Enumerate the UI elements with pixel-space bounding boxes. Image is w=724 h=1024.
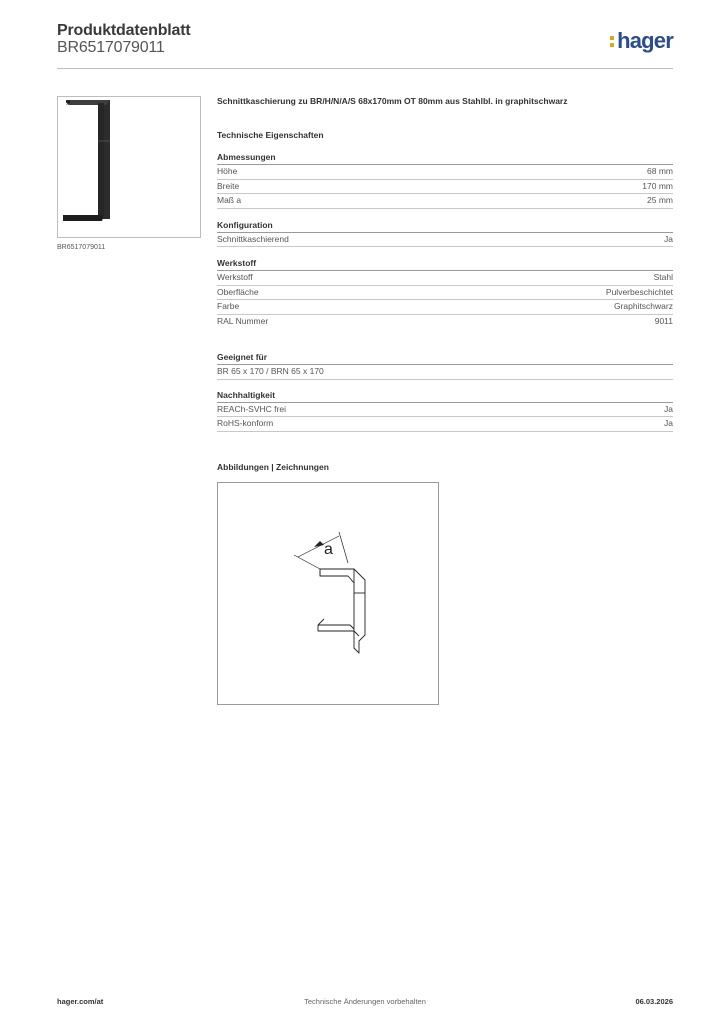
drawings-heading: Abbildungen | Zeichnungen (217, 462, 329, 472)
spec-value: Pulverbeschichtet (605, 286, 673, 297)
spec-row (217, 300, 673, 315)
spec-label: Farbe (217, 301, 240, 311)
spec-value: 68 mm (647, 166, 673, 176)
group-title: Werkstoff (217, 258, 673, 271)
spec-label: RAL Nummer (217, 315, 269, 326)
technical-drawing (217, 482, 439, 705)
group-configuration (217, 220, 673, 248)
spec-label: Werkstoff (217, 272, 253, 282)
spec-value: Ja (664, 403, 673, 414)
group-dimensions (217, 152, 673, 209)
product-image (57, 96, 201, 238)
document-title: Produktdatenblatt (57, 22, 191, 39)
spec-value: Ja (664, 418, 673, 428)
hager-logo (610, 28, 673, 54)
spec-row (217, 286, 673, 301)
specifications (217, 96, 673, 432)
spec-value: Graphitschwarz (613, 301, 673, 311)
spec-row (217, 180, 673, 195)
spec-label: Schnittkaschierend (217, 233, 289, 244)
spec-value: Ja (664, 233, 673, 244)
spec-row (217, 365, 673, 380)
spec-value: 25 mm (647, 195, 673, 205)
spec-row (217, 233, 673, 248)
page-header (57, 20, 673, 69)
group-title: Nachhaltigkeit (217, 390, 673, 403)
spec-label: Maß a (217, 195, 242, 205)
footer-website: hager.com/at (57, 997, 104, 1006)
spec-row (217, 315, 673, 330)
spec-label: REACh-SVHC frei (217, 403, 286, 414)
product-description: Schnittkaschierung zu BR/H/N/A/S 68x170mm OT 80mm aus Stahlbl. in graphitschwarz (217, 96, 568, 106)
spec-label: Breite (217, 180, 240, 191)
dimension-label: a (324, 541, 333, 558)
footer-date: 06.03.2026 (635, 997, 673, 1006)
spec-label: RoHS-konform (217, 418, 274, 428)
dimension-drawing (218, 483, 438, 704)
spec-value: 170 mm (642, 180, 673, 191)
group-title: Abmessungen (217, 152, 673, 165)
group-suitable-for (217, 352, 673, 380)
spec-value: Stahl (653, 272, 673, 282)
spec-label: BR 65 x 170 / BRN 65 x 170 (217, 366, 324, 376)
spec-label: Höhe (217, 166, 238, 176)
footer-notice: Technische Änderungen vorbehalten (304, 997, 426, 1006)
spec-value: 9011 (654, 315, 673, 326)
image-caption: BR6517079011 (57, 244, 106, 251)
group-title: Konfiguration (217, 220, 673, 233)
group-material (217, 258, 673, 329)
product-code: BR6517079011 (57, 39, 165, 56)
logo-text: hager (617, 28, 673, 53)
technical-heading: Technische Eigenschaften (217, 130, 324, 140)
page-footer (57, 997, 673, 1011)
spec-row (217, 271, 673, 286)
spec-row (217, 194, 673, 209)
spec-label: Oberfläche (217, 286, 259, 297)
spec-row (217, 165, 673, 180)
logo-dots-icon (610, 34, 615, 48)
group-sustainability (217, 390, 673, 432)
spec-row (217, 403, 673, 418)
spec-row (217, 417, 673, 432)
cover-clip-image (58, 97, 200, 237)
group-title: Geeignet für (217, 352, 673, 365)
